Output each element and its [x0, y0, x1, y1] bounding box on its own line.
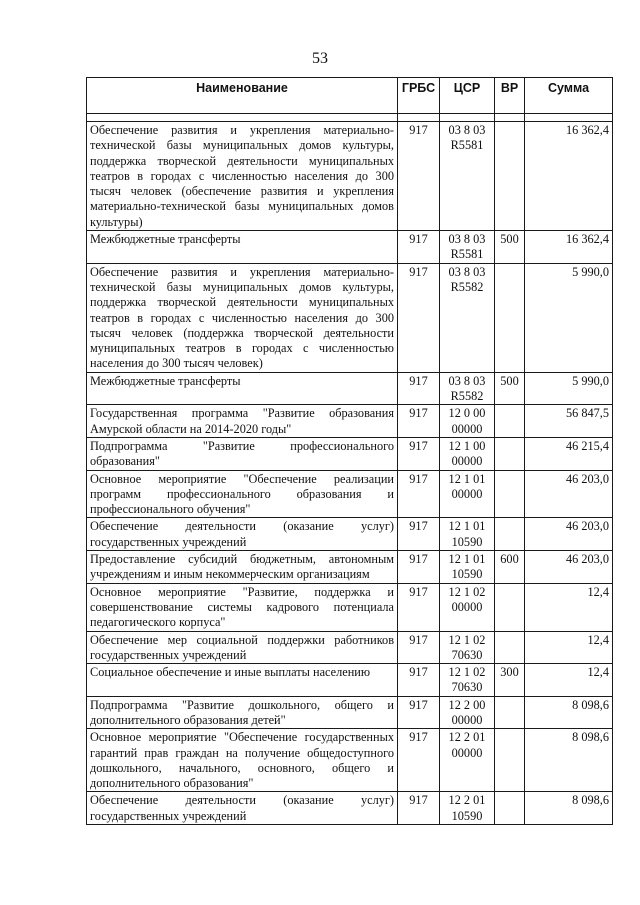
cell-vr	[495, 792, 525, 825]
cell-grbs: 917	[398, 518, 440, 551]
cell-vr	[495, 263, 525, 372]
cell-sum: 46 203,0	[525, 470, 613, 518]
cell-grbs: 917	[398, 583, 440, 631]
cell-csr: 12 1 02 00000	[440, 583, 495, 631]
cell-csr: 12 2 01 10590	[440, 792, 495, 825]
cell-vr	[495, 631, 525, 664]
table-row	[87, 583, 613, 631]
cell-vr: 500	[495, 372, 525, 405]
table-row	[87, 631, 613, 664]
table-row	[87, 122, 613, 231]
cell-sum: 16 362,4	[525, 122, 613, 231]
table-row	[87, 437, 613, 470]
cell-sum: 5 990,0	[525, 263, 613, 372]
cell-name: Государственная программа "Развитие образования Амурской области на 2014-2020 годы"	[87, 405, 398, 438]
cell-csr: 12 0 00 00000	[440, 405, 495, 438]
table-row	[87, 372, 613, 405]
cell-sum: 12,4	[525, 631, 613, 664]
table-row	[87, 405, 613, 438]
cell-grbs: 917	[398, 405, 440, 438]
cell-sum: 8 098,6	[525, 729, 613, 792]
cell-vr	[495, 518, 525, 551]
gap-cell	[495, 114, 525, 122]
cell-name: Обеспечение деятельности (оказание услуг) государственных учреждений	[87, 792, 398, 825]
header-sum: Сумма	[525, 78, 613, 114]
cell-grbs: 917	[398, 792, 440, 825]
cell-vr	[495, 437, 525, 470]
table-row	[87, 696, 613, 729]
cell-csr: 12 1 00 00000	[440, 437, 495, 470]
cell-grbs: 917	[398, 437, 440, 470]
cell-sum: 12,4	[525, 583, 613, 631]
table-row	[87, 729, 613, 792]
cell-name: Основное мероприятие "Развитие, поддержка и совершенствование системы кадрового потенциала педагогического корпуса"	[87, 583, 398, 631]
cell-name: Межбюджетные трансферты	[87, 231, 398, 264]
cell-name: Подпрограмма "Развитие дошкольного, общего и дополнительного образования детей"	[87, 696, 398, 729]
page-number: 53	[312, 50, 328, 67]
cell-vr: 500	[495, 231, 525, 264]
cell-csr: 03 8 03 R5582	[440, 372, 495, 405]
cell-vr	[495, 583, 525, 631]
cell-grbs: 917	[398, 664, 440, 697]
cell-csr: 03 8 03 R5582	[440, 263, 495, 372]
cell-csr: 03 8 03 R5581	[440, 122, 495, 231]
table-row	[87, 551, 613, 584]
cell-vr	[495, 696, 525, 729]
table-row	[87, 470, 613, 518]
cell-name: Обеспечение развития и укрепления материально-технической базы муниципальных домов культуры, поддержка творческой деятельности муниципальных театров в городах с численностью населения до 300 тысяч человек (обеспечение развития и укрепления материально-технической базы муниципальных домов культуры)	[87, 122, 398, 231]
cell-csr: 03 8 03 R5581	[440, 231, 495, 264]
header-gap-row	[87, 114, 613, 122]
cell-sum: 5 990,0	[525, 372, 613, 405]
table-header-row	[87, 78, 613, 114]
cell-csr: 12 2 01 00000	[440, 729, 495, 792]
header-name: Наименование	[87, 78, 398, 114]
header-csr: ЦСР	[440, 78, 495, 114]
cell-vr	[495, 122, 525, 231]
cell-vr: 300	[495, 664, 525, 697]
cell-csr: 12 1 01 10590	[440, 518, 495, 551]
cell-vr: 600	[495, 551, 525, 584]
table-row	[87, 518, 613, 551]
gap-cell	[87, 114, 398, 122]
cell-sum: 12,4	[525, 664, 613, 697]
cell-grbs: 917	[398, 122, 440, 231]
cell-name: Подпрограмма "Развитие профессионального образования"	[87, 437, 398, 470]
cell-sum: 46 215,4	[525, 437, 613, 470]
cell-name: Обеспечение деятельности (оказание услуг) государственных учреждений	[87, 518, 398, 551]
cell-vr	[495, 405, 525, 438]
cell-name: Межбюджетные трансферты	[87, 372, 398, 405]
cell-name: Обеспечение развития и укрепления материально-технической базы муниципальных домов культуры, поддержка творческой деятельности муниципальных театров в городах с численностью населения до 300 тысяч человек (поддержка творческой деятельности муниципальных театров в городах с численностью населения до 300 тысяч человек)	[87, 263, 398, 372]
cell-grbs: 917	[398, 470, 440, 518]
cell-csr: 12 2 00 00000	[440, 696, 495, 729]
cell-csr: 12 1 02 70630	[440, 664, 495, 697]
gap-cell	[525, 114, 613, 122]
cell-sum: 46 203,0	[525, 551, 613, 584]
table-row	[87, 231, 613, 264]
cell-sum: 8 098,6	[525, 696, 613, 729]
gap-cell	[440, 114, 495, 122]
cell-name: Основное мероприятие "Обеспечение реализации программ профессионального образования и профессионального обучения"	[87, 470, 398, 518]
cell-grbs: 917	[398, 696, 440, 729]
cell-csr: 12 1 01 00000	[440, 470, 495, 518]
cell-grbs: 917	[398, 551, 440, 584]
cell-grbs: 917	[398, 631, 440, 664]
cell-sum: 16 362,4	[525, 231, 613, 264]
cell-csr: 12 1 02 70630	[440, 631, 495, 664]
cell-sum: 56 847,5	[525, 405, 613, 438]
table-row	[87, 792, 613, 825]
cell-sum: 8 098,6	[525, 792, 613, 825]
cell-name: Социальное обеспечение и иные выплаты населению	[87, 664, 398, 697]
cell-grbs: 917	[398, 372, 440, 405]
gap-cell	[398, 114, 440, 122]
table-row	[87, 263, 613, 372]
cell-grbs: 917	[398, 231, 440, 264]
cell-csr: 12 1 01 10590	[440, 551, 495, 584]
header-vr: ВР	[495, 78, 525, 114]
cell-vr	[495, 729, 525, 792]
header-grbs: ГРБС	[398, 78, 440, 114]
table-row	[87, 664, 613, 697]
cell-name: Предоставление субсидий бюджетным, автономным учреждениям и иным некоммерческим организациям	[87, 551, 398, 584]
cell-vr	[495, 470, 525, 518]
cell-grbs: 917	[398, 263, 440, 372]
cell-grbs: 917	[398, 729, 440, 792]
cell-name: Основное мероприятие "Обеспечение государственных гарантий прав граждан на получение общедоступного дошкольного, начального, основного, общего и дополнительного образования"	[87, 729, 398, 792]
cell-sum: 46 203,0	[525, 518, 613, 551]
cell-name: Обеспечение мер социальной поддержки работников государственных учреждений	[87, 631, 398, 664]
budget-table	[86, 77, 613, 825]
